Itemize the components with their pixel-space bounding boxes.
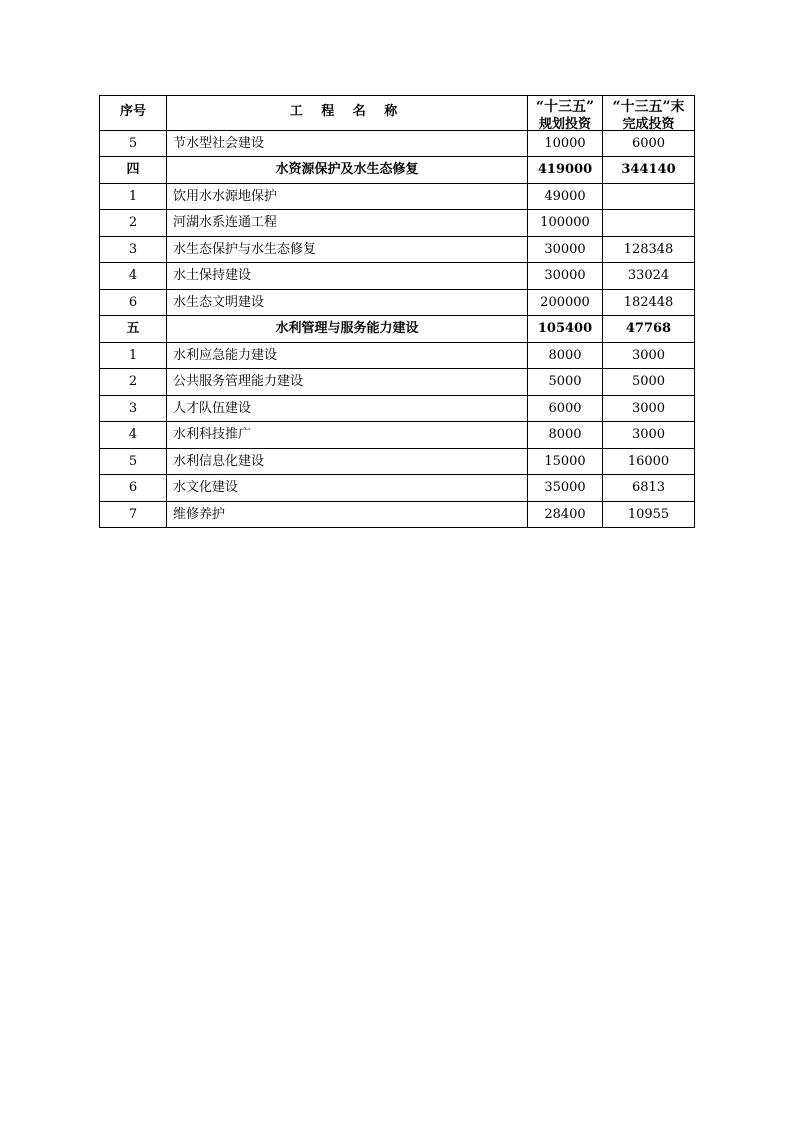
row-done-investment: 10955 <box>603 501 695 528</box>
header-done-line1: “十三五”末 <box>612 99 685 115</box>
row-number: 五 <box>100 316 167 343</box>
row-done-investment: 16000 <box>603 448 695 475</box>
row-plan-investment: 6000 <box>528 395 603 422</box>
row-project-name: 水生态保护与水生态修复 <box>167 236 528 263</box>
row-plan-investment: 8000 <box>528 342 603 369</box>
section-row <box>100 316 695 343</box>
header-plan-line1: “十三五” <box>535 99 595 115</box>
investment-table <box>99 95 695 528</box>
table-row <box>100 369 695 396</box>
row-done-investment: 3000 <box>603 342 695 369</box>
row-done-investment: 6000 <box>603 130 695 157</box>
row-project-name: 水利管理与服务能力建设 <box>167 316 528 343</box>
row-plan-investment: 5000 <box>528 369 603 396</box>
row-plan-investment: 15000 <box>528 448 603 475</box>
row-project-name: 水文化建设 <box>167 475 528 502</box>
row-done-investment: 344140 <box>603 157 695 184</box>
row-number: 6 <box>100 475 167 502</box>
row-done-investment: 3000 <box>603 395 695 422</box>
row-number: 4 <box>100 263 167 290</box>
section-row <box>100 157 695 184</box>
row-number: 5 <box>100 448 167 475</box>
row-project-name: 节水型社会建设 <box>167 130 528 157</box>
row-done-investment: 182448 <box>603 289 695 316</box>
row-done-investment: 33024 <box>603 263 695 290</box>
row-number: 2 <box>100 369 167 396</box>
row-number: 1 <box>100 342 167 369</box>
row-plan-investment: 10000 <box>528 130 603 157</box>
row-project-name: 水生态文明建设 <box>167 289 528 316</box>
table-row <box>100 475 695 502</box>
table-row <box>100 210 695 237</box>
table-row <box>100 422 695 449</box>
row-project-name: 饮用水水源地保护 <box>167 183 528 210</box>
row-done-investment <box>603 183 695 210</box>
table-row <box>100 342 695 369</box>
row-done-investment: 3000 <box>603 422 695 449</box>
row-project-name: 水资源保护及水生态修复 <box>167 157 528 184</box>
row-plan-investment: 100000 <box>528 210 603 237</box>
row-plan-investment: 28400 <box>528 501 603 528</box>
row-number: 7 <box>100 501 167 528</box>
row-done-investment <box>603 210 695 237</box>
row-project-name: 水利科技推广 <box>167 422 528 449</box>
row-project-name: 人才队伍建设 <box>167 395 528 422</box>
header-no: 序号 <box>100 96 167 131</box>
table-row <box>100 289 695 316</box>
row-plan-investment: 30000 <box>528 263 603 290</box>
row-done-investment: 128348 <box>603 236 695 263</box>
table-row <box>100 501 695 528</box>
table-row <box>100 395 695 422</box>
row-number: 4 <box>100 422 167 449</box>
row-project-name: 水土保持建设 <box>167 263 528 290</box>
table-row <box>100 130 695 157</box>
row-done-investment: 6813 <box>603 475 695 502</box>
row-project-name: 公共服务管理能力建设 <box>167 369 528 396</box>
row-number: 6 <box>100 289 167 316</box>
row-plan-investment: 8000 <box>528 422 603 449</box>
table-row <box>100 183 695 210</box>
row-plan-investment: 419000 <box>528 157 603 184</box>
table-header-row <box>100 96 695 131</box>
header-done-line2: 完成投资 <box>622 117 675 132</box>
row-plan-investment: 30000 <box>528 236 603 263</box>
row-number: 5 <box>100 130 167 157</box>
table-row <box>100 448 695 475</box>
header-name: 工 程 名 称 <box>167 96 528 131</box>
row-project-name: 河湖水系连通工程 <box>167 210 528 237</box>
row-plan-investment: 35000 <box>528 475 603 502</box>
row-project-name: 水利应急能力建设 <box>167 342 528 369</box>
row-plan-investment: 105400 <box>528 316 603 343</box>
table-row <box>100 236 695 263</box>
row-number: 四 <box>100 157 167 184</box>
header-done-investment <box>603 96 695 131</box>
row-done-investment: 5000 <box>603 369 695 396</box>
header-plan-investment <box>528 96 603 131</box>
table-row <box>100 263 695 290</box>
row-number: 3 <box>100 236 167 263</box>
row-plan-investment: 49000 <box>528 183 603 210</box>
row-project-name: 水利信息化建设 <box>167 448 528 475</box>
row-done-investment: 47768 <box>603 316 695 343</box>
row-number: 3 <box>100 395 167 422</box>
row-number: 2 <box>100 210 167 237</box>
header-plan-line2: 规划投资 <box>538 117 591 132</box>
row-number: 1 <box>100 183 167 210</box>
row-project-name: 维修养护 <box>167 501 528 528</box>
row-plan-investment: 200000 <box>528 289 603 316</box>
